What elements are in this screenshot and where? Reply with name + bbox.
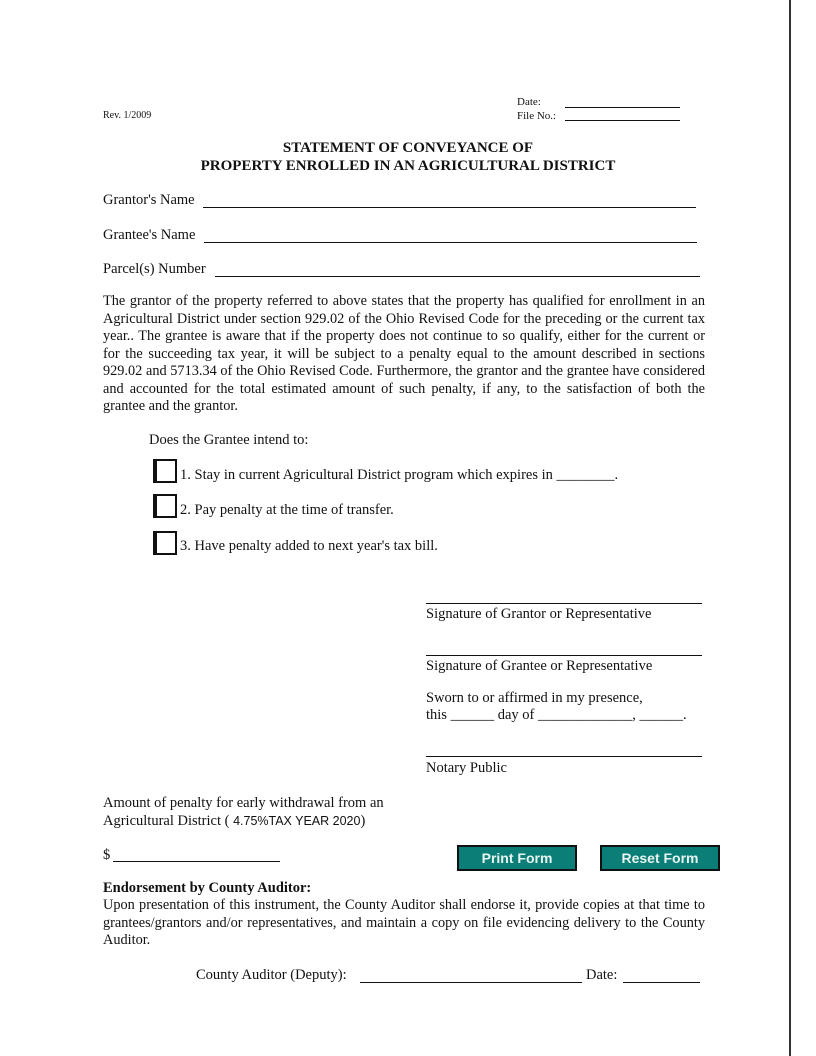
parcel-field[interactable] <box>215 276 700 277</box>
endorsement-heading: Endorsement by County Auditor: <box>103 880 312 896</box>
title-line-1: STATEMENT OF CONVEYANCE OF <box>282 140 534 156</box>
grantor-label: Grantor's Name <box>103 192 195 208</box>
dollar-sign: $ <box>103 847 111 863</box>
penalty-amount-field[interactable] <box>113 861 280 862</box>
statement-paragraph: The grantor of the property referred to above states that the property has qualified for enrollment in an Agricultural District under section 929.02 of the Ohio Revised Code for the preceding or the current tax year.. The grantee is aware that if the property does not continue to so qualify, either for the current or for the succeeding tax year, it will be subject to a penalty equal to the amount described in sections 929.02 and 5713.34 of the Ohio Revised Code. Furthermore, the grantor and the grantee have considered and accounted for the total estimated amount of such penalty, if any, to the satisfaction of both the grantee and the grantor. <box>103 293 705 414</box>
file-no-field[interactable] <box>565 120 680 121</box>
grantee-field[interactable] <box>204 242 697 243</box>
penalty-label: Amount of penalty for early withdrawal from an <box>103 795 384 811</box>
sworn-text: Sworn to or affirmed in my presence, <box>426 690 643 706</box>
option-2-label: 2. Pay penalty at the time of transfer. <box>180 502 394 518</box>
title-line-2: PROPERTY ENROLLED IN AN AGRICULTURAL DISTRICT <box>200 158 616 174</box>
date-label: Date: <box>517 96 541 108</box>
date-field[interactable] <box>565 107 680 108</box>
county-auditor-label: County Auditor (Deputy): <box>196 967 347 983</box>
tax-rate-field[interactable]: 4.75%TAX YEAR 2020 <box>233 814 361 828</box>
grantor-signature-line <box>426 603 702 604</box>
option-3-checkbox[interactable] <box>153 531 177 555</box>
penalty-label-2 <box>103 813 365 830</box>
grantee-label: Grantee's Name <box>103 227 196 243</box>
file-no-label: File No.: <box>517 110 557 122</box>
sworn-date-text: this ______ day of _____________, ______. <box>426 707 687 723</box>
reset-form-button[interactable]: Reset Form <box>600 845 720 871</box>
penalty-prefix: Agricultural District ( <box>103 813 230 829</box>
parcel-label: Parcel(s) Number <box>103 261 206 277</box>
county-auditor-field[interactable] <box>360 982 582 983</box>
grantee-signature-line <box>426 655 702 656</box>
grantor-signature-label: Signature of Grantor or Representative <box>426 606 652 622</box>
grantor-field[interactable] <box>203 207 696 208</box>
option-3-label: 3. Have penalty added to next year's tax bill. <box>180 538 438 554</box>
option-1-label: 1. Stay in current Agricultural District program which expires in ________. <box>180 467 619 483</box>
print-form-button[interactable]: Print Form <box>457 845 577 871</box>
option-2-checkbox[interactable] <box>153 494 177 518</box>
endorsement-text: Upon presentation of this instrument, the County Auditor shall endorse it, provide copies at that time to grantees/grantors and/or representatives, and maintain a copy on file evidencing delivery to the County Auditor. <box>103 897 705 948</box>
grantee-signature-label: Signature of Grantee or Representative <box>426 658 653 674</box>
question-label: Does the Grantee intend to: <box>149 432 309 448</box>
auditor-date-label: Date: <box>586 967 618 983</box>
notary-signature-line <box>426 756 702 757</box>
revision-label: Rev. 1/2009 <box>103 110 152 121</box>
penalty-suffix: ) <box>360 813 366 829</box>
auditor-date-field[interactable] <box>623 982 700 983</box>
option-1-checkbox[interactable] <box>153 459 177 483</box>
notary-label: Notary Public <box>426 760 507 776</box>
